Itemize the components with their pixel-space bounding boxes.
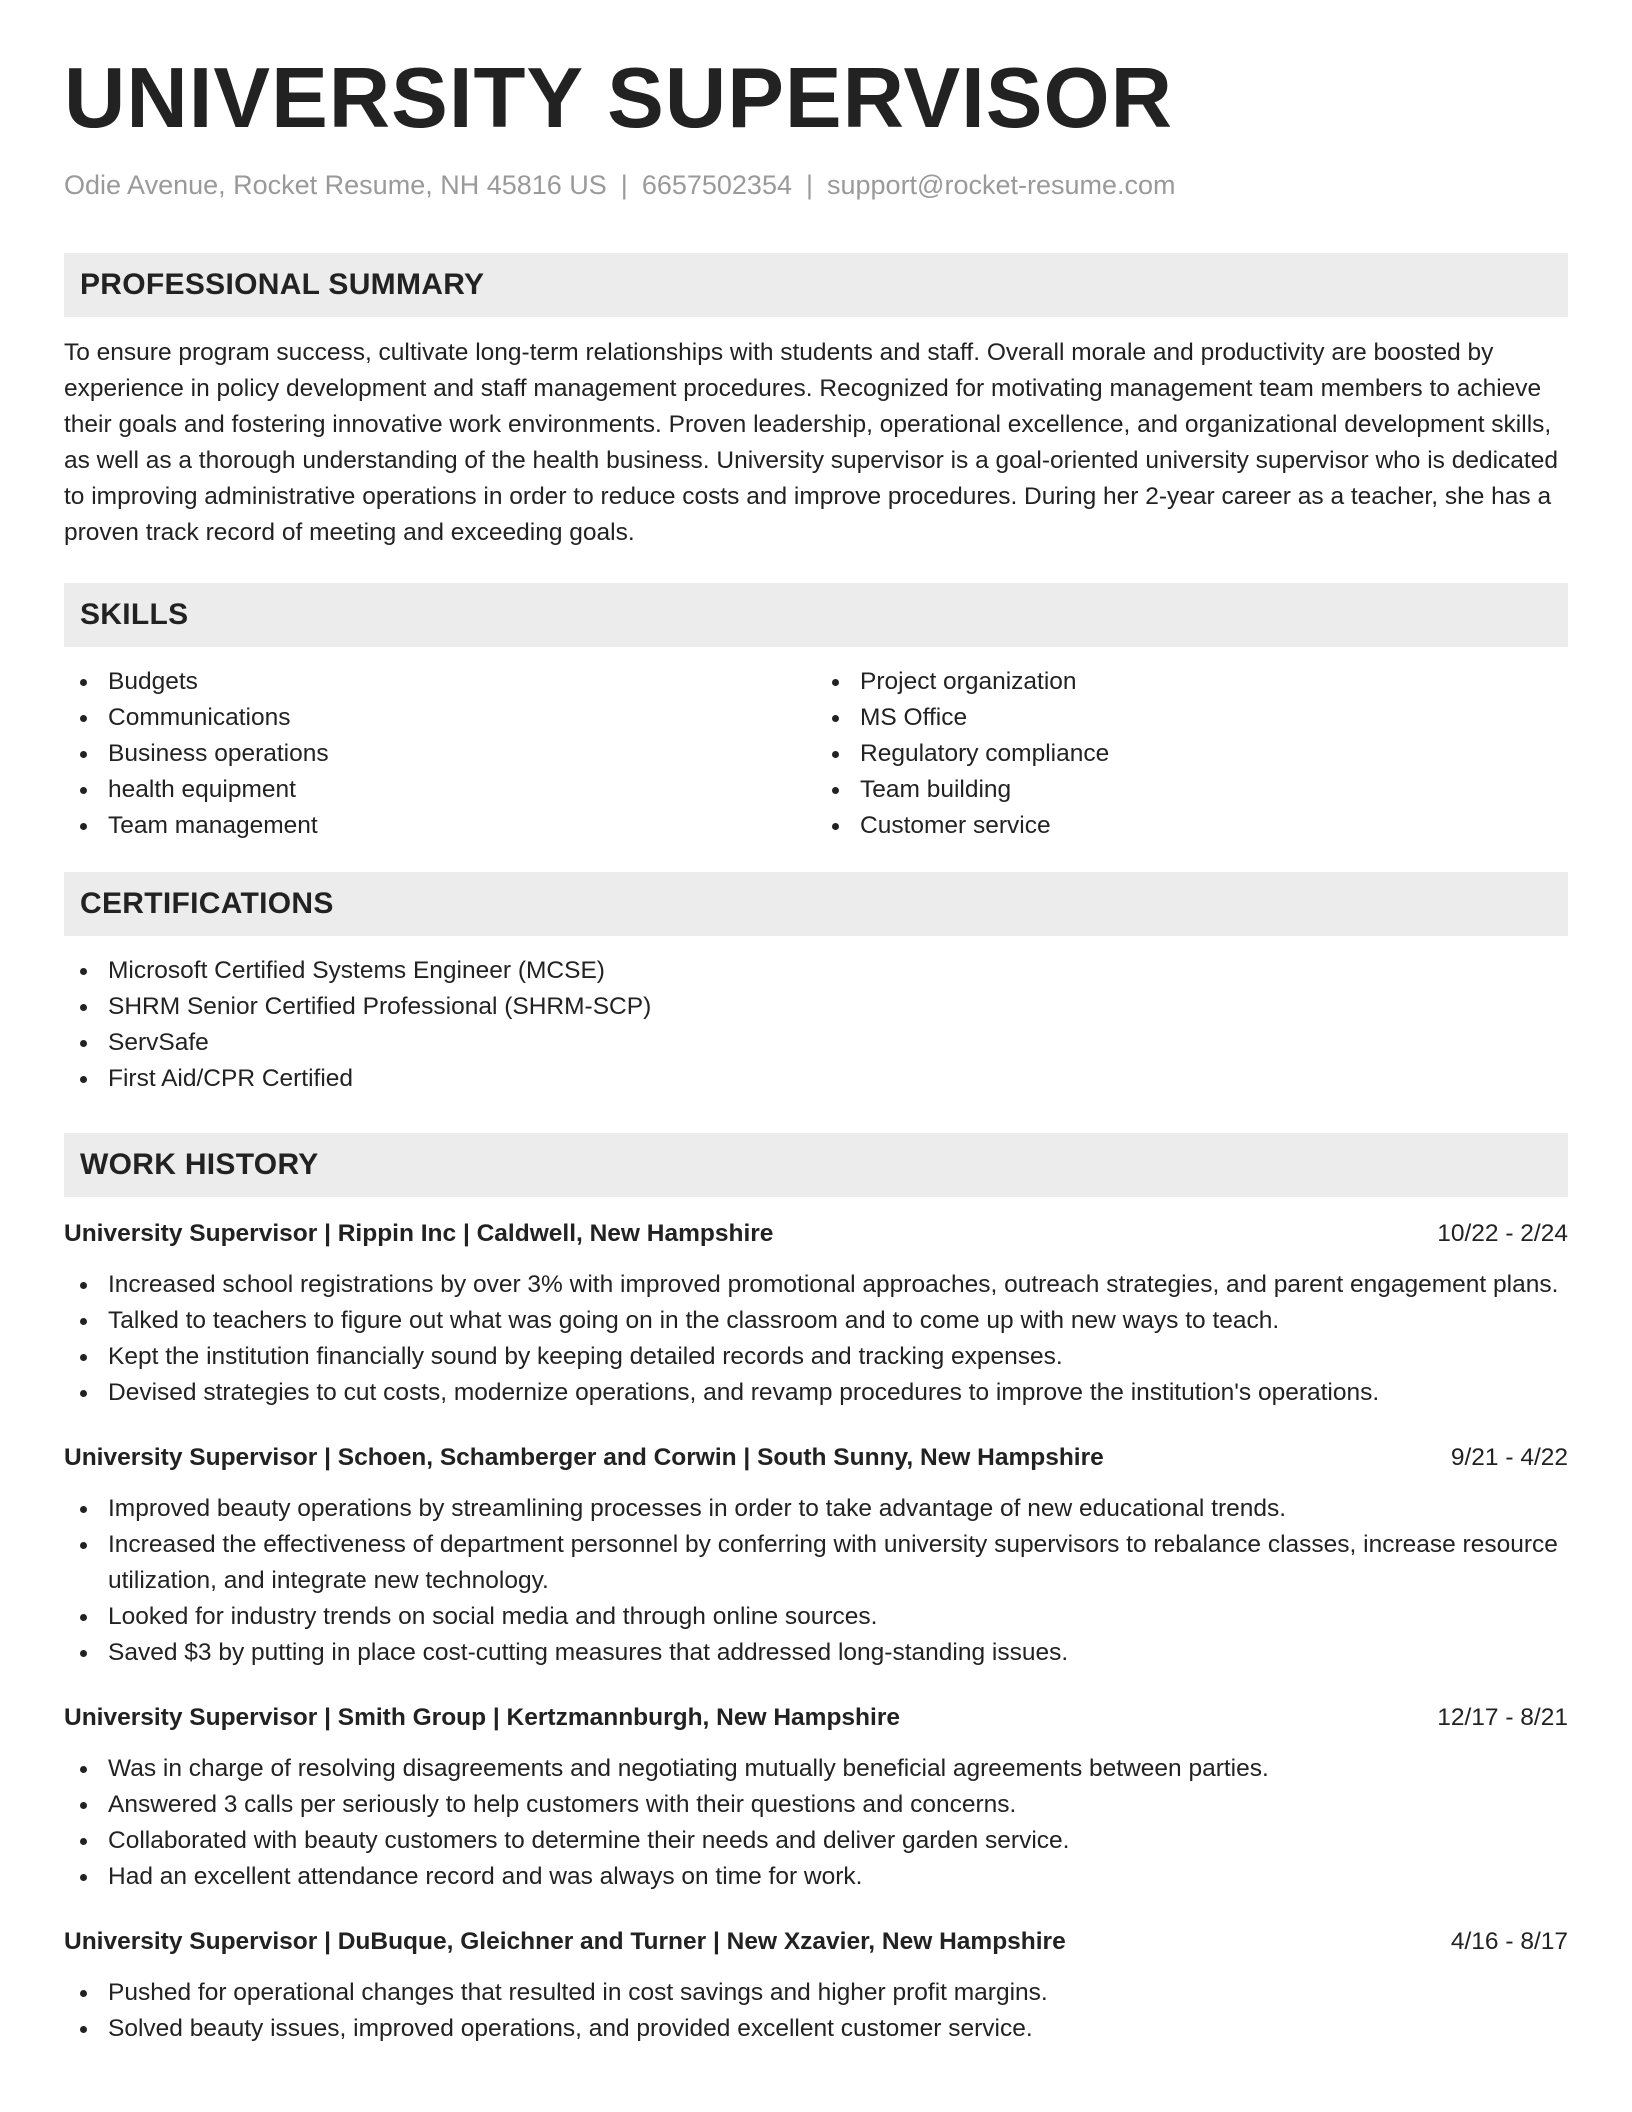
job-bullets	[64, 1975, 1568, 2047]
certifications-list	[64, 953, 1568, 1097]
job-bullet: Was in charge of resolving disagreements and negotiating mutually beneficial agreements between parties.	[64, 1751, 1568, 1787]
job-bullet: Talked to teachers to figure out what was going on in the classroom and to come up with new ways to teach.	[64, 1303, 1568, 1339]
contact-line	[64, 169, 1568, 201]
summary-section-header: PROFESSIONAL SUMMARY	[64, 253, 1568, 317]
job-bullet: Saved $3 by putting in place cost-cutting measures that addressed long-standing issues.	[64, 1635, 1568, 1671]
job-bullets	[64, 1267, 1568, 1411]
skill-item: Communications	[64, 700, 816, 736]
contact-phone: 6657502354	[641, 170, 792, 200]
skill-item: Budgets	[64, 664, 816, 700]
job-bullet: Increased the effectiveness of department personnel by conferring with university supervisors to rebalance classes, increase resource utilization, and integrate new technology.	[64, 1527, 1568, 1599]
job-title-row	[64, 1925, 1568, 1959]
skill-item: Business operations	[64, 736, 816, 772]
skill-item: MS Office	[816, 700, 1568, 736]
job-dates: 9/21 - 4/22	[1450, 1444, 1568, 1472]
skills-columns	[64, 664, 1568, 844]
job-bullet: Improved beauty operations by streamlining processes in order to take advantage of new educational trends.	[64, 1491, 1568, 1527]
job-bullet: Solved beauty issues, improved operations, and provided excellent customer service.	[64, 2011, 1568, 2047]
job-dates: 10/22 - 2/24	[1437, 1220, 1568, 1248]
skill-item: Team management	[64, 808, 816, 844]
contact-address: Odie Avenue, Rocket Resume, NH 45816 US	[64, 170, 607, 200]
job-entry	[64, 1925, 1568, 2047]
job-bullet: Had an excellent attendance record and was always on time for work.	[64, 1859, 1568, 1895]
certification-item: Microsoft Certified Systems Engineer (MCSE)	[64, 953, 1568, 989]
summary-text: To ensure program success, cultivate long-term relationships with students and staff. Overall morale and productivity are boosted by experience in policy development and staff management procedures. Recognized for motivating management team members to achieve their goals and fostering innovative work environments. Proven leadership, operational excellence, and organizational development skills, as well as a thorough understanding of the health business. University supervisor is a goal-oriented university supervisor who is dedicated to improving administrative operations in order to reduce costs and improve procedures. During her 2-year career as a teacher, she has a proven track record of meeting and exceeding goals.	[64, 339, 1558, 547]
skills-list-left	[64, 664, 816, 844]
job-entry	[64, 1701, 1568, 1895]
job-title-row	[64, 1701, 1568, 1735]
job-title-row	[64, 1441, 1568, 1475]
contact-separator: |	[805, 170, 813, 200]
job-entry	[64, 1217, 1568, 1411]
certifications-section-header: CERTIFICATIONS	[64, 872, 1568, 936]
candidate-name: UNIVERSITY SUPERVISOR	[64, 51, 1173, 146]
job-title-row	[64, 1217, 1568, 1251]
job-bullet: Collaborated with beauty customers to determine their needs and deliver garden service.	[64, 1823, 1568, 1859]
job-bullets	[64, 1491, 1568, 1671]
job-bullet: Kept the institution financially sound by keeping detailed records and tracking expenses.	[64, 1339, 1568, 1375]
skill-item: Regulatory compliance	[816, 736, 1568, 772]
skills-section-header: SKILLS	[64, 583, 1568, 647]
certification-item: First Aid/CPR Certified	[64, 1061, 1568, 1097]
job-entry	[64, 1441, 1568, 1671]
job-bullet: Pushed for operational changes that resulted in cost savings and higher profit margins.	[64, 1975, 1568, 2011]
job-bullet: Devised strategies to cut costs, modernize operations, and revamp procedures to improve the institution's operations.	[64, 1375, 1568, 1411]
job-title: University Supervisor | Smith Group | Kertzmannburgh, New Hampshire	[64, 1704, 900, 1732]
job-dates: 12/17 - 8/21	[1437, 1704, 1568, 1732]
work-history-section-header: WORK HISTORY	[64, 1133, 1568, 1197]
job-dates: 4/16 - 8/17	[1450, 1928, 1568, 1956]
job-title: University Supervisor | Schoen, Schamberger and Corwin | South Sunny, New Hampshire	[64, 1444, 1104, 1472]
certification-item: SHRM Senior Certified Professional (SHRM-SCP)	[64, 989, 1568, 1025]
job-title: University Supervisor | Rippin Inc | Caldwell, New Hampshire	[64, 1220, 774, 1248]
job-bullet: Looked for industry trends on social media and through online sources.	[64, 1599, 1568, 1635]
skill-item: health equipment	[64, 772, 816, 808]
contact-separator: |	[620, 170, 628, 200]
skills-list-right	[816, 664, 1568, 844]
certification-item: ServSafe	[64, 1025, 1568, 1061]
job-bullets	[64, 1751, 1568, 1895]
job-title: University Supervisor | DuBuque, Gleichner and Turner | New Xzavier, New Hampshire	[64, 1928, 1066, 1956]
skill-item: Customer service	[816, 808, 1568, 844]
skill-item: Team building	[816, 772, 1568, 808]
job-bullet: Answered 3 calls per seriously to help customers with their questions and concerns.	[64, 1787, 1568, 1823]
skill-item: Project organization	[816, 664, 1568, 700]
job-bullet: Increased school registrations by over 3% with improved promotional approaches, outreach strategies, and parent engagement plans.	[64, 1267, 1568, 1303]
contact-email: support@rocket-resume.com	[827, 170, 1176, 200]
